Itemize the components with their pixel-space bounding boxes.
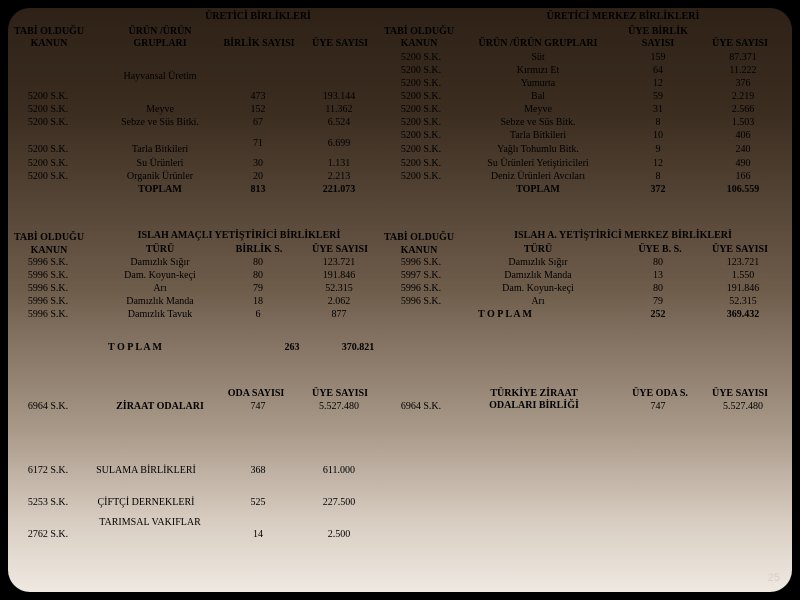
uretici-row-birlik: 71 [253,138,263,149]
merkez-row-uye: 1.503 [731,117,755,128]
merkez-row-kanun: 5200 S.K. [400,104,442,115]
islah-merkez-total-label: T O P L A M [478,309,532,320]
merkez-row-birlik: 8 [655,117,661,128]
tzob-label-2: ODALARI BİRLİĞİ [489,400,579,411]
islah-merkez-row-birlik: 13 [653,270,663,281]
islah-merkez-row-tur: Arı [531,296,545,307]
islah-row-kanun: 5996 S.K. [27,270,69,281]
merkez-row-uye: 166 [735,171,751,182]
other-label: SULAMA BİRLİKLERİ [96,465,196,476]
islah-merkez-row-uye: 1.550 [731,270,755,281]
tzob-kanun: 6964 S.K. [400,401,442,412]
islah-merkez-h-uye: ÜYE SAYISI [711,244,769,255]
islah-row-uye: 123.721 [322,257,356,268]
uretici-row-urun: Meyve [146,104,174,115]
uretici-h-urun-1: ÜRÜN /ÜRÜN [128,26,192,37]
islah-merkez-row-kanun: 5997 S.K. [400,270,442,281]
uretici-title: ÜRETİCİ BİRLİKLERİ [205,11,311,22]
islah-merkez-row-tur: Dam. Koyun-keçi [502,283,574,294]
uretici-row-birlik: 67 [253,117,263,128]
ziraat-h-oda: ODA SAYISI [227,388,285,399]
islah-row-birlik: 80 [253,257,263,268]
merkez-h-kanun-1: TABİ OLDUĞU [383,26,455,37]
uretici-row-kanun: 5200 S.K. [27,104,69,115]
islah-merkez-row-birlik: 79 [653,296,663,307]
uretici-h-kanun-2: KANUN [30,38,68,49]
uretici-row-uye: 2.213 [327,171,351,182]
islah-merkez-h-kanun-1: TABİ OLDUĞU [383,232,455,243]
merkez-row-uye: 11.222 [729,65,757,76]
islah-total-birlik: 263 [284,342,300,353]
tzob-h-uye: ÜYE SAYISI [711,388,769,399]
islah-merkez-row-tur: Damızlık Manda [504,270,572,281]
merkez-row-kanun: 5200 S.K. [400,117,442,128]
uretici-row-kanun: 5200 S.K. [27,91,69,102]
tzob-h-oda: ÜYE ODA S. [632,388,688,399]
merkez-row-urun: Yağlı Tohumlu Bitk. [497,144,579,155]
uretici-h-urun-2: GRUPLARI [133,38,187,49]
islah-h-birlik: BİRLİK S. [235,244,283,255]
uretici-row-uye: 1.131 [327,158,351,169]
uretici-row-urun: Tarla Bitkileri [131,144,189,155]
islah-merkez-h-title: ISLAH A. YETİŞTİRİCİ MERKEZ BİRLİKLERİ [514,230,732,241]
islah-merkez-row-uye: 52.315 [729,296,757,307]
other-uye: 2.500 [327,529,351,540]
merkez-row-kanun: 5200 S.K. [400,52,442,63]
other-label: ÇİFTÇİ DERNEKLERİ [97,497,195,508]
islah-merkez-row-uye: 123.721 [726,257,760,268]
ziraat-label: ZİRAAT ODALARI [116,401,204,412]
islah-row-kanun: 5996 S.K. [27,283,69,294]
uretici-row-urun: Organik Ürünler [126,171,194,182]
islah-row-birlik: 18 [253,296,263,307]
islah-row-tur: Damızlık Manda [126,296,194,307]
other-label: TARIMSAL VAKIFLAR [99,517,201,528]
islah-merkez-row-kanun: 5996 S.K. [400,283,442,294]
merkez-total-label: TOPLAM [516,184,560,195]
uretici-row-kanun: 5200 S.K. [27,144,69,155]
slide-number: 25 [767,572,780,584]
merkez-h-urun: ÜRÜN /ÜRÜN GRUPLARI [478,38,598,49]
other-sayi: 14 [253,529,263,540]
islah-row-uye: 877 [331,309,347,320]
islah-row-kanun: 5996 S.K. [27,257,69,268]
islah-merkez-row-birlik: 80 [653,257,663,268]
merkez-row-urun: Meyve [524,104,552,115]
merkez-row-birlik: 159 [650,52,666,63]
ziraat-uye: 5.527.480 [319,401,359,412]
merkez-title: ÜRETİCİ MERKEZ BİRLİKLERİ [546,11,700,22]
merkez-row-uye: 87.371 [729,52,757,63]
islah-merkez-row-uye: 191.846 [726,283,760,294]
islah-h-turu: TÜRÜ [145,244,175,255]
merkez-row-kanun: 5200 S.K. [400,158,442,169]
merkez-row-urun: Su Ürünleri Yetiştiricileri [487,158,589,169]
merkez-h-uye: ÜYE SAYISI [711,38,769,49]
uretici-row-uye: 193.144 [322,91,356,102]
merkez-row-kanun: 5200 S.K. [400,144,442,155]
ziraat-h-uye: ÜYE SAYISI [311,388,369,399]
islah-merkez-row-kanun: 5996 S.K. [400,296,442,307]
merkez-row-uye: 240 [735,144,751,155]
merkez-row-urun: Kırmızı Et [516,65,560,76]
other-sayi: 368 [250,465,266,476]
merkez-row-kanun: 5200 S.K. [400,78,442,89]
ziraat-kanun: 6964 S.K. [27,401,69,412]
islah-h-kanun-1: TABİ OLDUĞU [13,232,85,243]
uretici-h-kanun-1: TABİ OLDUĞU [13,26,85,37]
merkez-total-birlik: 372 [650,184,666,195]
merkez-row-kanun: 5200 S.K. [400,130,442,141]
uretici-row-birlik: 152 [250,104,266,115]
merkez-h-kanun-2: KANUN [400,38,438,49]
other-kanun: 2762 S.K. [27,529,69,540]
uretici-row-birlik: 473 [250,91,266,102]
tzob-label-1: TÜRKİYE ZİRAAT [490,388,578,399]
ziraat-oda: 747 [250,401,266,412]
tzob-oda: 747 [650,401,666,412]
merkez-row-birlik: 12 [653,78,663,89]
islah-row-tur: Dam. Koyun-keçi [124,270,196,281]
merkez-row-uye: 376 [735,78,751,89]
merkez-row-urun: Sebze ve Süs Bitk. [500,117,576,128]
uretici-row-uye: 6.524 [327,117,351,128]
merkez-row-uye: 2.219 [731,91,755,102]
uretici-row-urun: Sebze ve Süs Bitki. [121,117,199,128]
uretici-total-birlik: 813 [250,184,266,195]
uretici-row-uye: 11.362 [325,104,353,115]
uretici-row-kanun: 5200 S.K. [27,117,69,128]
merkez-row-urun: Tarla Bitkileri [509,130,567,141]
islah-merkez-h-birlik: ÜYE B. S. [638,244,682,255]
other-sayi: 525 [250,497,266,508]
tzob-uye: 5.527.480 [723,401,763,412]
merkez-row-birlik: 10 [653,130,663,141]
uretici-total-label: TOPLAM [138,184,182,195]
slide [8,8,792,592]
merkez-row-urun: Yumurta [520,78,556,89]
islah-merkez-row-birlik: 80 [653,283,663,294]
islah-h-kanun-2: KANUN [30,245,68,256]
uretici-h-uye: ÜYE SAYISI [311,38,369,49]
uretici-total-uye: 221.073 [322,184,356,195]
uretici-row-birlik: 20 [253,171,263,182]
uretici-h-birlik: BİRLİK SAYISI [223,38,295,49]
islah-row-uye: 2.062 [327,296,351,307]
other-uye: 227.500 [322,497,356,508]
islah-merkez-h-turu: TÜRÜ [523,244,553,255]
merkez-row-birlik: 8 [655,171,661,182]
islah-row-kanun: 5996 S.K. [27,309,69,320]
islah-row-uye: 191.846 [322,270,356,281]
merkez-h-birlik-1: ÜYE BİRLİK [628,26,688,37]
islah-row-tur: Arı [153,283,167,294]
merkez-row-uye: 2.566 [731,104,755,115]
other-kanun: 5253 S.K. [27,497,69,508]
islah-total-label: T O P L A M [108,342,162,353]
merkez-row-kanun: 5200 S.K. [400,91,442,102]
merkez-total-uye: 106.559 [726,184,760,195]
uretici-row-kanun: 5200 S.K. [27,158,69,169]
islah-row-tur: Damızlık Tavuk [127,309,193,320]
uretici-row-urun: Su Ürünleri [136,158,184,169]
merkez-row-birlik: 59 [653,91,663,102]
merkez-row-urun: Deniz Ürünleri Avcıları [490,171,586,182]
islah-h-uye: ÜYE SAYISI [311,244,369,255]
islah-row-birlik: 80 [253,270,263,281]
merkez-row-birlik: 31 [653,104,663,115]
merkez-row-urun: Süt [531,52,545,63]
islah-row-uye: 52.315 [325,283,353,294]
merkez-h-birlik-2: SAYISI [641,38,675,49]
merkez-row-birlik: 9 [655,144,661,155]
merkez-row-uye: 490 [735,158,751,169]
merkez-row-kanun: 5200 S.K. [400,171,442,182]
islah-h-title: ISLAH AMAÇLI YETİŞTİRİCİ BİRLİKLERİ [137,230,341,241]
merkez-row-kanun: 5200 S.K. [400,65,442,76]
islah-merkez-total-uye: 369.432 [726,309,760,320]
islah-row-tur: Damızlık Sığır [130,257,190,268]
islah-merkez-row-kanun: 5996 S.K. [400,257,442,268]
merkez-row-birlik: 64 [653,65,663,76]
islah-row-kanun: 5996 S.K. [27,296,69,307]
uretici-group-hayvansal: Hayvansal Üretim [123,71,197,82]
merkez-row-uye: 406 [735,130,751,141]
uretici-row-kanun: 5200 S.K. [27,171,69,182]
islah-total-uye: 370.821 [341,342,375,353]
islah-merkez-h-kanun-2: KANUN [400,245,438,256]
other-kanun: 6172 S.K. [27,465,69,476]
other-uye: 611.000 [322,465,356,476]
islah-row-birlik: 79 [253,283,263,294]
uretici-row-uye: 6.699 [327,138,351,149]
islah-merkez-row-tur: Damızlık Sığır [508,257,568,268]
islah-row-birlik: 6 [255,309,261,320]
merkez-row-birlik: 12 [653,158,663,169]
merkez-row-urun: Bal [531,91,545,102]
uretici-row-birlik: 30 [253,158,263,169]
islah-merkez-total-birlik: 252 [650,309,666,320]
